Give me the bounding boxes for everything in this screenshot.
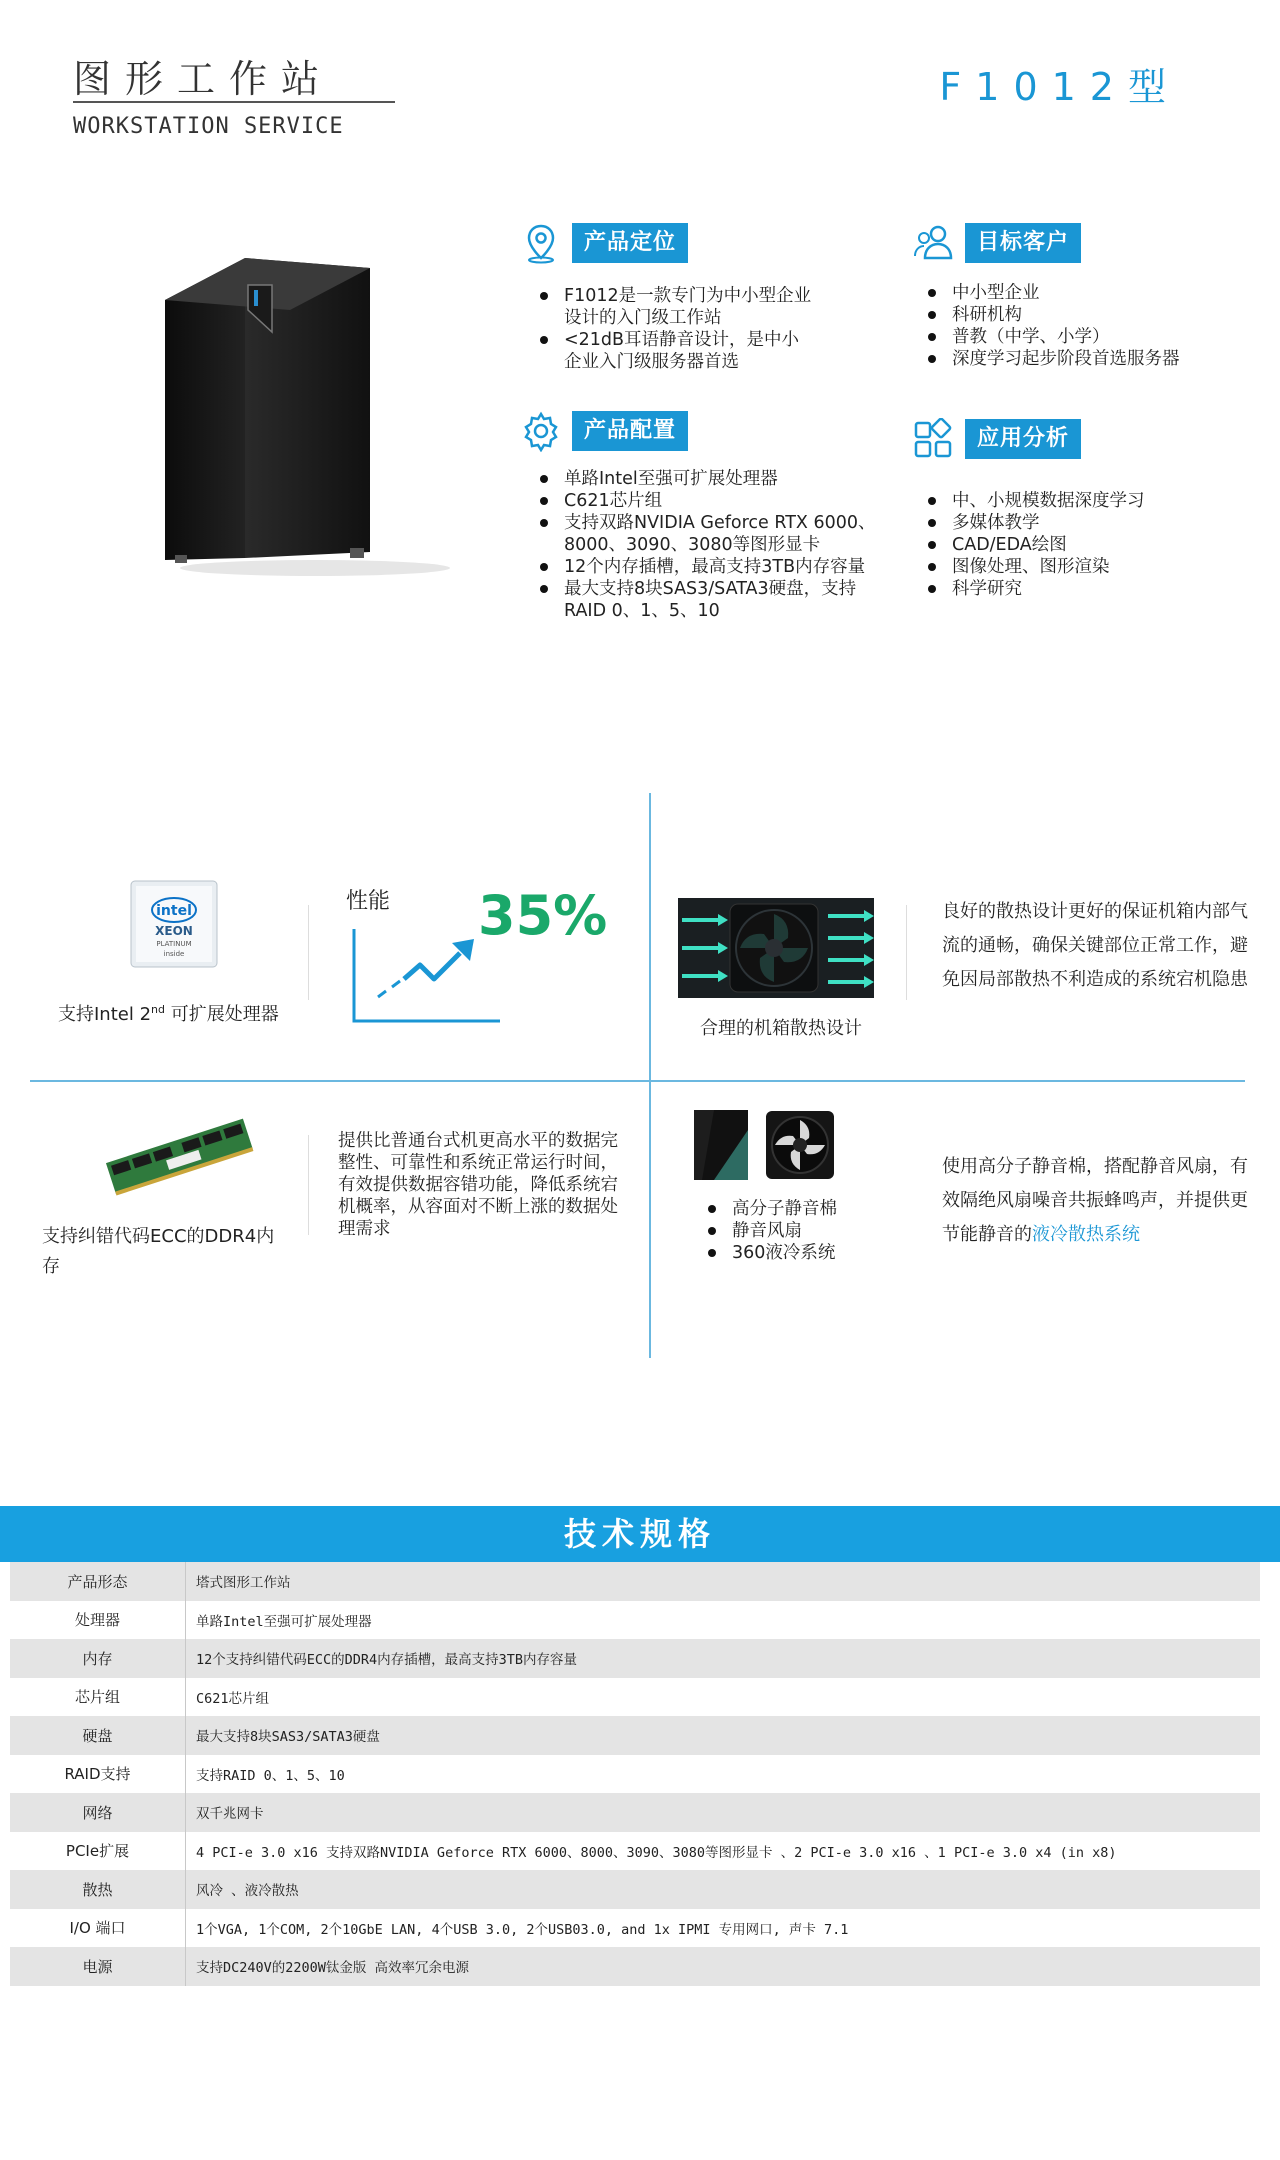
list-item: 中小型企业	[922, 282, 1242, 304]
badge-text: XEON	[155, 924, 193, 938]
workstation-tower-image	[140, 240, 450, 585]
table-row	[10, 1678, 1260, 1717]
list-item: 普教（中学、小学）	[922, 326, 1242, 348]
spec-key: 网络	[10, 1793, 186, 1832]
list-item: <21dB耳语静音设计，是中小企业入门级服务器首选	[534, 329, 814, 373]
list-item: 深度学习起步阶段首选服务器	[922, 348, 1242, 370]
config-list	[534, 468, 894, 622]
list-item: C621芯片组	[534, 490, 894, 512]
page-title: 图形工作站	[73, 57, 334, 101]
memory-description: 提供比普通台式机更高水平的数据完整性、可靠性和系统正常运行时间，有效提供数据容错功能，降低系统宕机概率，从容面对不断上涨的数据处理需求	[338, 1131, 618, 1239]
spec-value: 风冷 、液冷散热	[186, 1870, 1261, 1909]
list-item: 最大支持8块SAS3/SATA3硬盘，支持RAID 0、1、5、10	[534, 578, 894, 622]
badge-text: PLATINUM	[156, 940, 192, 948]
list-item: 360液冷系统	[702, 1242, 902, 1264]
cooling-fan-image	[678, 898, 874, 998]
intel-xeon-badge	[130, 880, 218, 968]
cpu-caption: 支持Intel 2nd 可扩展处理器	[58, 1003, 279, 1025]
list-item: 科学研究	[922, 578, 1242, 600]
separator	[308, 1135, 309, 1235]
liquid-cooling-link[interactable]: 液冷散热系统	[1032, 1224, 1140, 1245]
table-row	[10, 1755, 1260, 1794]
silent-fan-image	[765, 1110, 835, 1180]
spec-key: 散热	[10, 1870, 186, 1909]
list-item: CAD/EDA绘图	[922, 534, 1242, 556]
spec-value: 单路Intel至强可扩展处理器	[186, 1601, 1261, 1640]
performance-chart-icon	[350, 925, 500, 1029]
page-subtitle: WORKSTATION SERVICE	[73, 114, 344, 139]
list-item: 科研机构	[922, 304, 1242, 326]
section-config-header	[520, 410, 688, 452]
table-row	[10, 1909, 1260, 1948]
spec-value: 1个VGA, 1个COM, 2个10GbE LAN, 4个USB 3.0, 2个USB03.0, and 1x IPMI 专用网口, 声卡 7.1	[186, 1909, 1261, 1948]
spec-value: C621芯片组	[186, 1678, 1261, 1717]
spec-key: 产品形态	[10, 1562, 186, 1601]
list-item: 多媒体教学	[922, 512, 1242, 534]
table-row	[10, 1832, 1260, 1871]
list-item: 图像处理、图形渲染	[922, 556, 1242, 578]
spec-key: 电源	[10, 1947, 186, 1986]
performance-value: 35%	[478, 884, 608, 947]
silent-description: 使用高分子静音棉，搭配静音风扇，有效隔绝风扇噪音共振蜂鸣声，并提供更节能静音的液冷散热系统	[942, 1156, 1248, 1245]
acoustic-foam-image	[694, 1110, 748, 1180]
spec-value: 支持RAID 0、1、5、10	[186, 1755, 1261, 1794]
silent-features-list	[702, 1198, 902, 1264]
table-row	[10, 1870, 1260, 1909]
cooling-description: 良好的散热设计更好的保证机箱内部气流的通畅，确保关键部位正常工作，避免因局部散热不利造成的系统宕机隐患	[942, 901, 1248, 990]
spec-value: 双千兆网卡	[186, 1793, 1261, 1832]
section-positioning-header	[520, 222, 688, 264]
list-item: 12个内存插槽，最高支持3TB内存容量	[534, 556, 894, 578]
list-item: 静音风扇	[702, 1220, 902, 1242]
spec-key: 处理器	[10, 1601, 186, 1640]
table-row	[10, 1947, 1260, 1986]
spec-key: 芯片组	[10, 1678, 186, 1717]
ddr4-memory-image	[100, 1118, 260, 1202]
section-customers-header	[913, 222, 1081, 264]
separator	[906, 905, 907, 1000]
separator	[308, 905, 309, 1000]
grid-divider-horizontal	[30, 1080, 1245, 1082]
list-item: 高分子静音棉	[702, 1198, 902, 1220]
badge-text: intel	[156, 903, 192, 919]
customers-list	[922, 282, 1242, 370]
table-row	[10, 1639, 1260, 1678]
table-row	[10, 1601, 1260, 1640]
section-title: 目标客户	[965, 223, 1081, 263]
badge-text: inside	[163, 950, 185, 958]
spec-value: 支持DC240V的2200W钛金版 高效率冗余电源	[186, 1947, 1261, 1986]
list-item: 支持双路NVIDIA Geforce RTX 6000、8000、3090、3080等图形显卡	[534, 512, 894, 556]
section-title: 应用分析	[965, 419, 1081, 459]
spec-value: 4 PCI-e 3.0 x16 支持双路NVIDIA Geforce RTX 6000、8000、3090、3080等图形显卡 、2 PCI-e 3.0 x16 、1 PCI-e 3.0 x4 (in x8)	[186, 1832, 1261, 1871]
table-row	[10, 1716, 1260, 1755]
gear-icon	[520, 410, 562, 452]
spec-key: RAID支持	[10, 1755, 186, 1794]
applications-list	[922, 490, 1242, 600]
grid-divider-vertical	[649, 793, 651, 1358]
specs-title: 技术规格	[0, 1506, 1280, 1562]
title-underline	[73, 101, 395, 103]
list-item: 单路Intel至强可扩展处理器	[534, 468, 894, 490]
section-title: 产品配置	[572, 411, 688, 451]
users-icon	[913, 222, 955, 264]
list-item: 中、小规模数据深度学习	[922, 490, 1242, 512]
spec-value: 塔式图形工作站	[186, 1562, 1261, 1601]
spec-key: 硬盘	[10, 1716, 186, 1755]
grid-apps-icon	[913, 418, 955, 460]
specs-table	[10, 1562, 1260, 1986]
performance-label: 性能	[346, 889, 391, 914]
section-title: 产品定位	[572, 223, 688, 263]
cooling-caption: 合理的机箱散热设计	[700, 1018, 862, 1039]
location-pin-icon	[520, 222, 562, 264]
table-row	[10, 1793, 1260, 1832]
memory-caption: 支持纠错代码ECC的DDR4内存	[42, 1226, 275, 1277]
model-name: F1012型	[939, 65, 1180, 109]
spec-key: I/O 端口	[10, 1909, 186, 1948]
spec-key: 内存	[10, 1639, 186, 1678]
table-row	[10, 1562, 1260, 1601]
positioning-list	[534, 285, 814, 373]
spec-value: 最大支持8块SAS3/SATA3硬盘	[186, 1716, 1261, 1755]
section-applications-header	[913, 418, 1081, 460]
spec-key: PCIe扩展	[10, 1832, 186, 1871]
list-item: F1012是一款专门为中小型企业设计的入门级工作站	[534, 285, 814, 329]
spec-value: 12个支持纠错代码ECC的DDR4内存插槽，最高支持3TB内存容量	[186, 1639, 1261, 1678]
